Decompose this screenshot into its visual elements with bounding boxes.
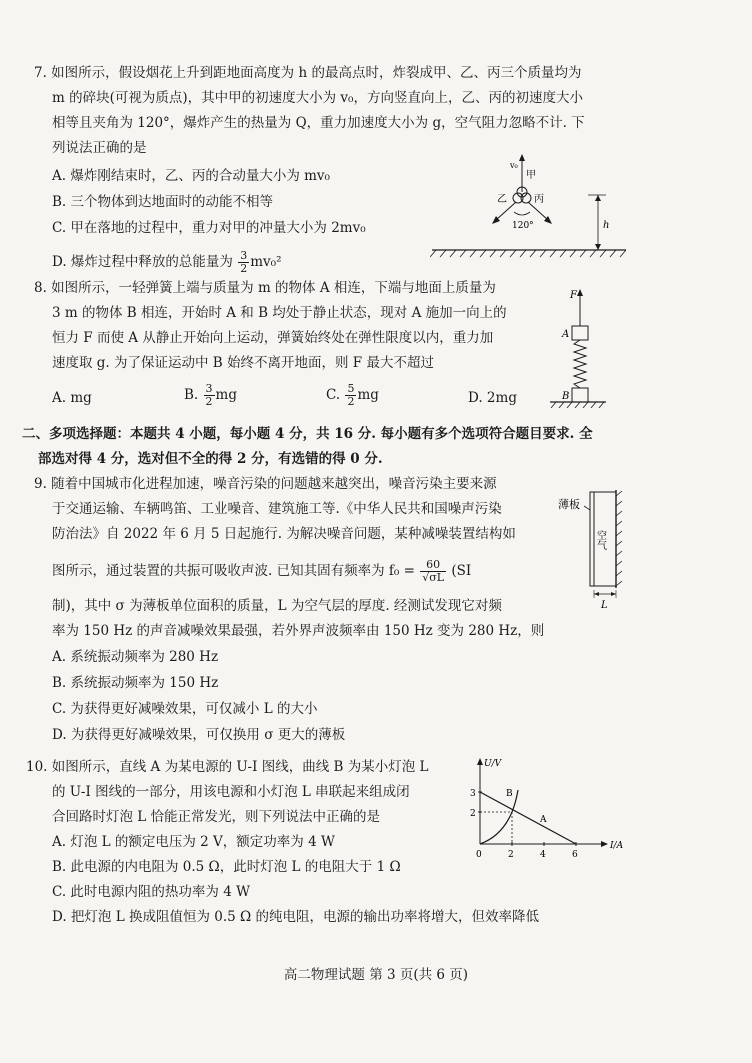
q7-firework-figure <box>430 150 630 260</box>
q10-option-c: C. 此时电源内阻的热功率为 4 W <box>52 884 250 900</box>
q7-option-d-text: D. 爆炸过程中释放的总能量为 <box>52 254 233 270</box>
q10-line-1: 10. 如图所示，直线 A 为某电源的 U-I 图线，曲线 B 为某小灯泡 L <box>26 759 429 775</box>
q8-line-3: 恒力 F 而使 A 从静止开始向上运动，弹簧始终处在弹性限度以内，重力加 <box>52 330 494 346</box>
q10-graph-xtick-0: 0 <box>476 850 482 860</box>
section-2-header-line-1: 二、多项选择题：本题共 4 小题，每小题 4 分，共 16 分. 每小题有多个选项符合题目要求. 全 <box>22 426 593 442</box>
q9-line-4: 图所示，通过装置的共振可吸收声波. 已知其固有频率为 f₀ = $\frac{60}{√\sigma L}$ (SI <box>52 558 472 584</box>
q9-option-b: B. 系统振动频率为 150 Hz <box>52 675 219 691</box>
q7-option-a: A. 爆炸刚结束时，乙、丙的合动量大小为 mv₀ <box>52 168 330 184</box>
q10-graph-ytick-2: 2 <box>470 809 476 819</box>
q10-line-2: 的 U-I 图线的一部分，用该电源和小灯泡 L 串联起来组成闭 <box>52 784 410 800</box>
q9-fig-air-label: 空气 <box>594 530 606 550</box>
q10-graph-ytick-3: 3 <box>470 789 476 799</box>
q10-graph-xtick-2: 2 <box>508 850 514 860</box>
q8-option-c: C. $\frac{5}{2}$ mg <box>326 382 379 408</box>
q8-option-a: A. mg <box>52 390 92 406</box>
q9-option-a: A. 系统振动频率为 280 Hz <box>52 649 219 665</box>
q7-line-1: 7. 如图所示，假设烟花上升到距地面高度为 h 的最高点时，炸裂成甲、乙、丙三个质量均为 <box>34 65 582 81</box>
q10-graph-x-label: I/A <box>610 841 624 851</box>
q8-fig-f-label: F <box>570 290 577 301</box>
q9-line-5: 制)，其中 σ 为薄板单位面积的质量，L 为空气层的厚度. 经测试发现它对频 <box>52 598 502 614</box>
q8-option-b: B. $\frac{3}{2}$ mg <box>184 382 237 408</box>
q7-line-3: 相等且夹角为 120°，爆炸产生的热量为 Q，重力加速度大小为 g，空气阻力忽略不计. 下 <box>52 115 585 131</box>
q7-option-b: B. 三个物体到达地面时的动能不相等 <box>52 194 274 210</box>
q7-option-d <box>52 250 282 275</box>
q10-ui-graph <box>462 756 632 864</box>
q7-fig-jia-label: 甲 <box>526 170 536 181</box>
q8-fig-b-label: B <box>562 391 570 402</box>
q8-spring-figure <box>548 284 608 414</box>
q9-line-2: 于交通运输、车辆鸣笛、工业噪音、建筑施工等.《中华人民共和国噪声污染 <box>52 501 502 517</box>
q10-option-b: B. 此电源的内电阻为 0.5 Ω，此时灯泡 L 的电阻大于 1 Ω <box>52 859 401 875</box>
q9-fig-l-label: L <box>601 600 608 610</box>
q7-option-d-unit: mv₀² <box>250 254 282 270</box>
q10-graph-curve-b-label: B <box>506 789 513 799</box>
q9-option-c: C. 为获得更好减噪效果，可仅减小 L 的大小 <box>52 701 318 717</box>
q9-line-3: 防治法》自 2022 年 6 月 5 日起施行. 为解决噪音问题，某种减噪装置结构如 <box>52 526 516 542</box>
q10-graph-xtick-6: 6 <box>572 850 578 860</box>
q9-frequency-formula: $\frac{60}{√\sigma L}$ <box>422 558 445 584</box>
page-footer: 高二物理试题 第 3 页(共 6 页) <box>283 967 469 983</box>
q7-line-2: m 的碎块(可视为质点)，其中甲的初速度大小为 v₀，方向竖直向上，乙、丙的初速度大小 <box>52 90 583 106</box>
section-2-header-line-2: 部选对得 4 分，选对但不全的得 2 分，有选错的得 0 分. <box>38 451 383 467</box>
q8-fig-a-label: A <box>562 329 570 340</box>
q7-line-4: 列说法正确的是 <box>52 140 147 156</box>
q10-graph-line-a-label: A <box>540 815 547 825</box>
q10-option-a: A. 灯泡 L 的额定电压为 2 V，额定功率为 4 W <box>52 834 335 850</box>
q8-line-1: 8. 如图所示，一轻弹簧上端与质量为 m 的物体 A 相连，下端与地面上质量为 <box>34 280 496 296</box>
q9-line-6: 率为 150 Hz 的声音减噪效果最强，若外界声波频率由 150 Hz 变为 280 Hz，则 <box>52 623 545 639</box>
q8-option-d: D. 2mg <box>468 390 517 406</box>
q10-line-3: 合回路时灯泡 L 恰能正常发光，则下列说法中正确的是 <box>52 809 381 825</box>
q7-fig-bing-label: 丙 <box>534 194 544 205</box>
q8-line-4: 速度取 g. 为了保证运动中 B 始终不离开地面，则 F 最大不超过 <box>52 355 434 371</box>
q10-option-d: D. 把灯泡 L 换成阻值恒为 0.5 Ω 的纯电阻，电源的输出功率将增大，但效率降低 <box>52 909 540 925</box>
q9-line-1: 9. 随着中国城市化进程加速，噪音污染的问题越来越突出，噪音污染主要来源 <box>34 476 497 492</box>
q10-graph-y-label: U/V <box>484 759 502 769</box>
q8-line-2: 3 m 的物体 B 相连，开始时 A 和 B 均处于静止状态，现对 A 施加一向上的 <box>52 305 507 321</box>
q10-graph-xtick-4: 4 <box>540 850 546 860</box>
q9-option-d: D. 为获得更好减噪效果，可仅换用 σ 更大的薄板 <box>52 727 346 743</box>
q7-fig-v0-label: v₀ <box>510 161 518 170</box>
q7-fig-angle-label: 120° <box>512 221 534 231</box>
q9-noise-reducer-figure <box>556 486 636 610</box>
q9-fig-plate-label: 薄板 <box>558 498 580 511</box>
q7-option-c: C. 甲在落地的过程中，重力对甲的冲量大小为 2mv₀ <box>52 220 366 236</box>
q7-fig-h-label: h <box>603 220 610 231</box>
q7-option-d-fraction: $\frac{3}{2}$ <box>240 249 248 275</box>
q7-fig-yi-label: 乙 <box>497 194 507 205</box>
